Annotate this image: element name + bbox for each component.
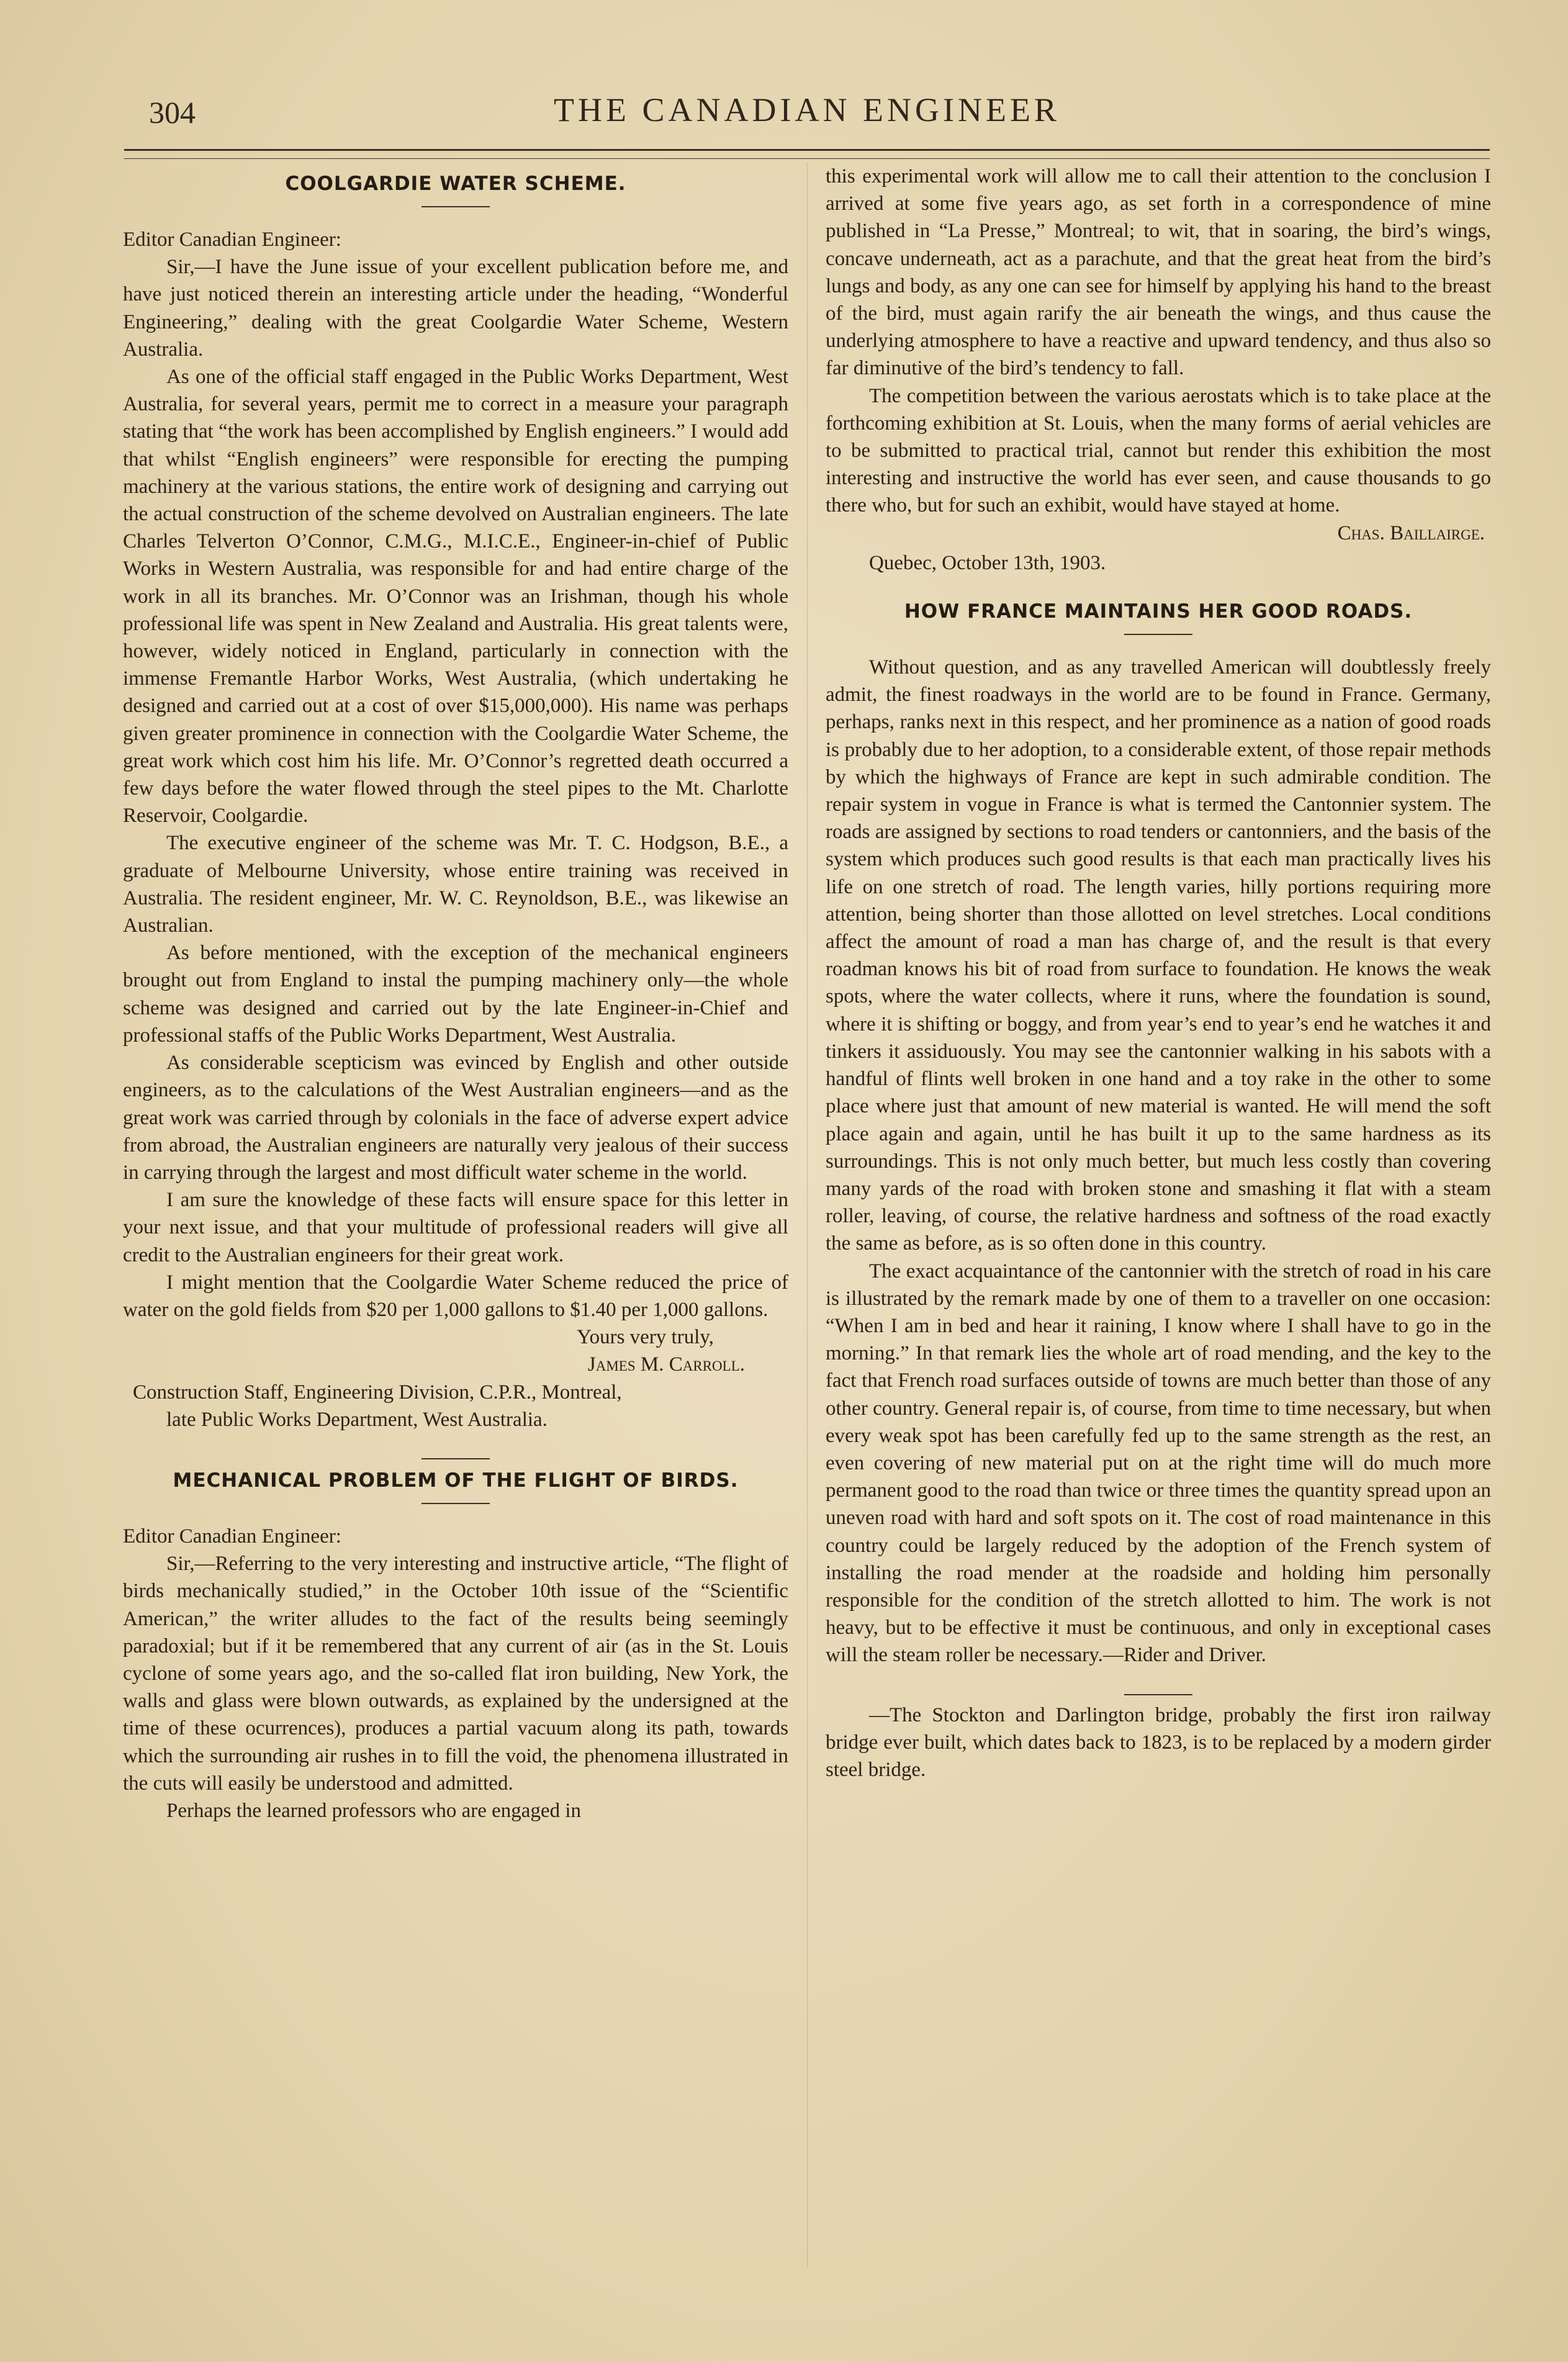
title-rule [421,1503,490,1504]
address-line: Construction Staff, Engineering Division, C.P.R., Montreal, [133,1381,622,1404]
paragraph: As one of the official staff engaged in the Public Works Department, West Australia, for several years, permit me to correct in a measure your paragraph stating that “the work has been accomplished by English engineers.” I would add that whilst “English engineers” were responsible for erecting the pumping machinery at the various stations, the entire work of designing and carrying out the actual construction of the scheme devolved on Australian engineers. The late Charles Telverton O’Connor, C.M.G., M.I.C.E., Engineer-in-chief of Public Works in Western Australia, was responsible for and had entire charge of the work in all its branches. Mr. O’Connor was an Irishman, though his whole professional life was spent in New Zealand and Australia. His great talents were, however, widely noticed in England, particularly in connection with the immense Fremantle Harbor Works, West Australia, (which undertaking he designed and carried out at a cost of over $15,000,000). His name was perhaps given greater prominence in connection with the Coolgardie Water Scheme, the great work which cost him his life. Mr. O’Connor’s regretted death occurred a few days before the water flowed through the steel pipes to the Mt. Charlotte Reservoir, Coolgardie. [123,366,788,827]
paragraph: The exact acquaintance of the cantonnier with the stretch of road in his care is illustrated by the remark made by one of them to a traveller on one occasion: “When I am in bed and hear it raining, I know where I shall have to go in the morning.” In that remark lies the whole art of road mending, and the key to the fact that French road surfaces outside of towns are much better than those of any other country. General repair is, of course, from time to time necessary, but when every weak spot has been carefully fed up to the same strength as the rest, an even covering of new material put on at the right time will do much more permanent good to the road than twice or three times the quantity spread upon an uneven road with hard and soft spots on it. The cost of road maintenance in this country could be largely reduced by the adoption of the French system of installing the road mender at the roadside and holding him personally responsible for the condition of the stretch allotted to him. The work is not heavy, but to be effective it must be continuous, and only in exceptional cases will the steam roller be necessary.—Rider and Driver. [826,1260,1491,1667]
article-title-france-roads: HOW FRANCE MAINTAINS HER GOOD ROADS. [904,600,1413,623]
paragraph: Without question, and as any travelled American will doubtlessly freely admit, the finest roadways in the world are to be found in France. Germany, perhaps, ranks next in this respect, and her prominence as a nation of good roads is probably due to her adoption, to a considerable extent, of those repair methods by which the highways of France are kept in such admirable condition. The repair system in vogue in France is what is termed the Cantonnier system. The roads are assigned by sections to road tenders or cantonniers, and the basis of the system which produces such good results is that each man practically lives his life on one stretch of road. The length varies, hilly portions requiring more attention, being shorter than those allotted on level stretches. Local conditions affect the amount of road a man has charge of, and the result is that every roadman knows his bit of road from surface to foundation. He knows the weak spots, where the water collects, where it runs, where the foundation is sound, where it is shifting or boggy, and from year’s end to year’s end he watches it and tinkers it assiduously. You may see the cantonnier walking in his sabots with a handful of flints well broken in one hand and a toy rake in the other to some place where just that amount of new material is wanted. He will mend the soft place again and again, until he has built it up to the same hardness as its surroundings. This is not only much better, but much less costly than covering many yards of the road with broken stone and smashing it flat with a steam roller, leaving, of course, the relative hardness and softness of the road exactly the same as before, as is so often done in this country. [826,656,1491,1255]
paragraph: As considerable scepticism was evinced by English and other outside engineers, as to the calculations of the West Australian engineers—and as the great work was carried through by colonials in the face of adverse expert advice from abroad, the Australian engineers are naturally very jealous of their success in carrying through the largest and most difficult water scheme in the world. [123,1052,788,1184]
paragraph-continued: this experimental work will allow me to call their attention to the conclusion I arrived at some five years ago, as set forth in a correspondence of mine published in “La Presse,” Montreal; to wit, that in soaring, the bird’s wings, concave underneath, act as a parachute, and that the great heat from the bird’s lungs and body, as any one can see for himself by applying his hand to the breast of the bird, must again rarify the air beneath the wings, and thus cause the underlying atmosphere to have a reactive and upward tendency, and thus also so far diminutive of the bird’s tendency to fall. [826,165,1491,380]
signature: Chas. Baillairge. [1337,521,1485,544]
running-title: THE CANADIAN ENGINEER [554,91,1060,128]
paragraph: As before mentioned, with the exception of the mechanical engineers brought out from England to instal the pumping machinery only—the whole scheme was designed and carried out by the late Engineer-in-Chief and professional staffs of the Public Works Department, West Australia. [123,942,788,1047]
dateline: Quebec, October 13th, 1903. [869,551,1106,574]
article-title-coolgardie: COOLGARDIE WATER SCHEME. [285,173,626,195]
section-rule [1124,1694,1192,1695]
paragraph: Sir,—I have the June issue of your excellent publication before me, and have just noticed therein an interesting article under the heading, “Wonderful Engineering,” dealing with the great Coolgardie Water Scheme, Western Australia. [123,256,788,361]
article-title-birds: MECHANICAL PROBLEM OF THE FLIGHT OF BIRDS. [173,1469,739,1492]
signature: James M. Carroll. [587,1353,745,1376]
header-rule [124,149,1490,159]
spacer [826,577,1491,590]
right-column [826,163,1491,1783]
paragraph: Perhaps the learned professors who are engaged in [166,1799,582,1822]
title-rule [421,206,490,207]
news-note: —The Stockton and Darlington bridge, probably the first iron railway bridge ever built, which dates back to 1823, is to be replaced by a modern girder steel bridge. [826,1703,1491,1781]
paragraph: I am sure the knowledge of these facts will ensure space for this letter in your next issue, and that your multitude of professional readers will give all credit to the Australian engineers for their great work. [123,1189,788,1266]
spacer [123,1433,788,1458]
address-line: late Public Works Department, West Australia. [166,1408,547,1431]
page-number: 304 [149,95,196,130]
closing: Yours very truly, [577,1326,714,1349]
page-header [124,87,1490,143]
salutation: Editor Canadian Engineer: [123,228,341,251]
left-column [123,163,788,1824]
paragraph: Sir,—Referring to the very interesting and instructive article, “The flight of birds mechanically studied,” in the October 10th issue of the “Scientific American,” the writer alludes to the fact of the results being seemingly paradoxial; but if it be remembered that any current of air (as in the St. Louis cyclone of some years ago, and the so-called flat iron building, New York, the walls and glass were blown outwards, as explained by the undersigned at the time of these ocurrences), produces a partial vacuum along its path, towards which the surrounding air rushes in to fill the void, the phenomena illustrated in the cuts will easily be understood and admitted. [123,1553,788,1795]
spacer [826,1669,1491,1694]
paragraph: I might mention that the Coolgardie Water Scheme reduced the price of water on the gold fields from $20 per 1,000 gallons to $1.40 per 1,000 gallons. [123,1271,788,1321]
paragraph: The executive engineer of the scheme was Mr. T. C. Hodgson, B.E., a graduate of Melbourne University, whose entire training was received in Australia. The resident engineer, Mr. W. C. Reynoldson, B.E., was likewise an Australian. [123,832,788,937]
column-divider [807,163,808,2267]
title-rule [1124,634,1192,635]
salutation: Editor Canadian Engineer: [123,1525,341,1548]
paragraph: The competition between the various aerostats which is to take place at the forthcoming exhibition at St. Louis, when the many forms of aerial vehicles are to be submitted to practical trial, cannot but render this exhibition the most interesting and instructive the world has ever seen, and cause thousands to go there who, but for such an exhibit, would have stayed at home. [826,384,1491,517]
section-rule [421,1458,490,1459]
